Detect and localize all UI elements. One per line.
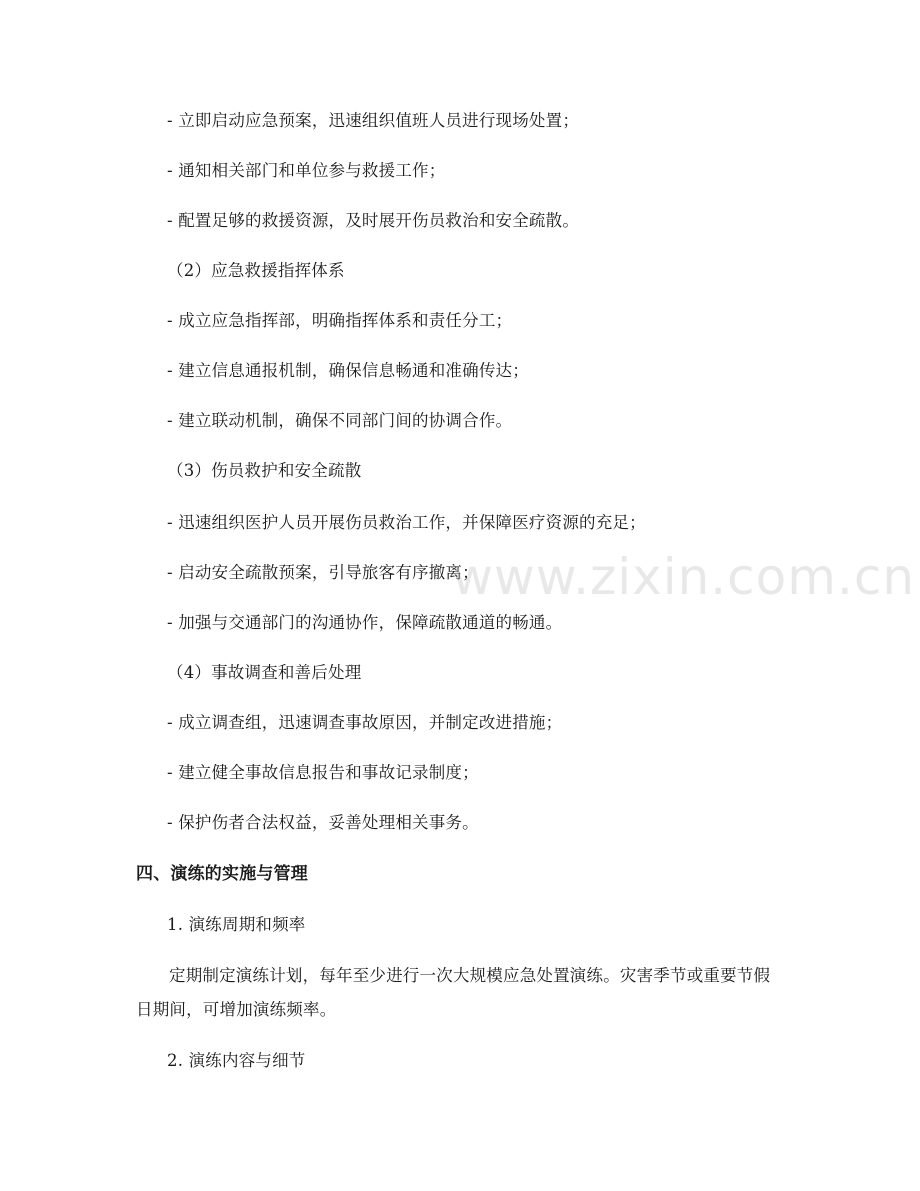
bullet-item: - 成立应急指挥部，明确指挥体系和责任分工； bbox=[167, 311, 513, 330]
bullet-item: - 通知相关部门和单位参与救援工作； bbox=[167, 161, 446, 180]
bullet-item: - 建立信息通报机制，确保信息畅通和准确传达； bbox=[167, 361, 529, 380]
subsection-title: （2）应急救援指挥体系 bbox=[167, 261, 345, 280]
item-title: 2. 演练内容与细节 bbox=[167, 1051, 306, 1070]
bullet-item: - 立即启动应急预案，迅速组织值班人员进行现场处置； bbox=[167, 111, 580, 130]
bullet-item: - 配置足够的救援资源，及时展开伤员救治和安全疏散。 bbox=[167, 211, 580, 230]
bullet-item: - 建立健全事故信息报告和事故记录制度； bbox=[167, 763, 479, 782]
subsection-title: （3）伤员救护和安全疏散 bbox=[167, 461, 362, 480]
subsection-title: （4）事故调查和善后处理 bbox=[167, 663, 362, 682]
body-paragraph: 定期制定演练计划，每年至少进行一次大规模应急处置演练。灾害季节或重要节假日期间，可增加演练频率。 bbox=[136, 966, 771, 1019]
watermark: www.zixin.com.cn bbox=[452, 548, 916, 606]
item-title: 1. 演练周期和频率 bbox=[167, 915, 306, 934]
bullet-item: - 迅速组织医护人员开展伤员救治工作，并保障医疗资源的充足； bbox=[167, 513, 646, 532]
section-heading: 四、演练的实施与管理 bbox=[136, 864, 308, 884]
bullet-item: - 建立联动机制，确保不同部门间的协调合作。 bbox=[167, 411, 513, 430]
bullet-item: - 加强与交通部门的沟通协作，保障疏散通道的畅通。 bbox=[167, 613, 563, 632]
bullet-item: - 启动安全疏散预案，引导旅客有序撤离； bbox=[167, 563, 479, 582]
bullet-item: - 保护伤者合法权益，妥善处理相关事务。 bbox=[167, 813, 479, 832]
bullet-item: - 成立调查组，迅速调查事故原因，并制定改进措施； bbox=[167, 713, 563, 732]
